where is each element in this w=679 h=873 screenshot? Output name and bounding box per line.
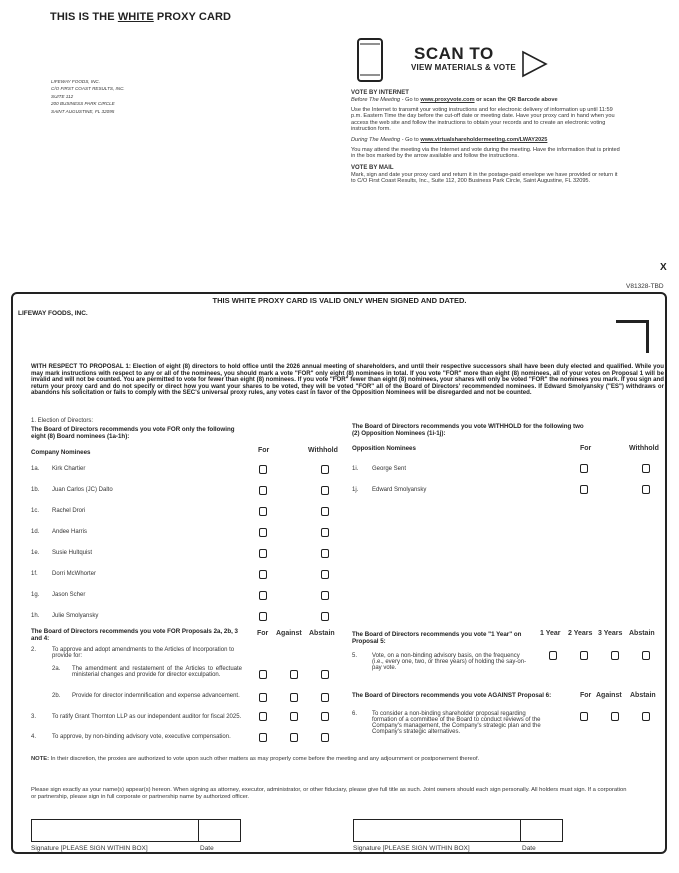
nominee-name: Andee Harris xyxy=(52,529,88,535)
nominee-1g-for-checkbox[interactable] xyxy=(259,591,267,600)
proposal-4-against-checkbox[interactable] xyxy=(290,733,298,742)
internet-voting: VOTE BY INTERNET Before The Meeting - Go to www.proxyvote.com or scan the QR Barcode above Use the Internet to transmit your voting instructions and for electronic delivery of information up until 11:59 p.m. Eastern Time the day before the cut-off date or meeting date. Have your proxy card in hand when you access the web site and follow the instructions to obtain your records and to create an electronic voting instruction form. During The Meeting - Go to www.virtualshareholdermeeting.com/LWAY2025 You may attend the meeting via the Internet and vote during the meeting. Have the information that is printed in the box marked by the arrow available and follow the instructions. VOTE BY MAIL Mark, sign and date your proxy card and return it in the postage-paid envelope we have provided or return it to C/O First Coast Results, Inc., Suite 112, 200 Business Park Circle, Saint Augustine, FL 32095. xyxy=(351,90,620,185)
year1-header: 1 Year xyxy=(540,630,561,637)
opp-nominee-name: Edward Smolyansky xyxy=(372,487,427,493)
nominee-number: 1h. xyxy=(31,613,40,619)
date-box-2[interactable] xyxy=(520,819,563,842)
nominee-number: 1e. xyxy=(31,550,40,556)
proxyvote-link[interactable]: www.proxyvote.com xyxy=(420,97,475,103)
proposals-recommendation: The Board of Directors recommends you vote FOR Proposals 2a, 2b, 3 and 4: xyxy=(31,628,238,642)
card-heading: THIS IS THE WHITE PROXY CARD xyxy=(50,11,232,23)
proposal-number: 2a. xyxy=(52,666,61,672)
for-header: For xyxy=(258,447,270,454)
proposal6-recommendation: The Board of Directors recommends you vote AGAINST Proposal 6: xyxy=(352,692,552,699)
nominee-1d-for-checkbox[interactable] xyxy=(259,528,267,537)
proposal-2b-abstain-checkbox[interactable] xyxy=(321,693,329,702)
return-address: LIFEWAY FOODS, INC. C/O FIRST COAST RESULTS, INC. SUITE 112 200 BUSINESS PARK CIRCLE SAINT AUGUSTINE, FL 32095 xyxy=(51,79,125,114)
proposal-3-against-checkbox[interactable] xyxy=(290,712,298,721)
company-nominees-header: Company Nominees xyxy=(31,449,91,456)
proposal-5-text: Vote, on a non-binding advisory basis, on the frequency (i.e., every one, two, or three years) of holding the say-on-pay vote. xyxy=(372,653,527,671)
proposal-number: 4. xyxy=(31,734,37,740)
proposal-5-3years-checkbox[interactable] xyxy=(611,651,619,660)
proposal5-recommendation: The Board of Directors recommends you vote "1 Year" on Proposal 5: xyxy=(352,631,522,645)
opp-nominee-number: 1i. xyxy=(352,466,359,472)
signature-box-2[interactable] xyxy=(353,819,521,842)
nominee-1f-withhold-checkbox[interactable] xyxy=(321,570,329,579)
date-label: Date xyxy=(200,845,214,852)
nominee-1b-withhold-checkbox[interactable] xyxy=(321,486,329,495)
nominee-1i-for-checkbox[interactable] xyxy=(580,464,588,473)
nominee-1e-withhold-checkbox[interactable] xyxy=(321,549,329,558)
proposal-2b-for-checkbox[interactable] xyxy=(259,693,267,702)
proposal-2a-for-checkbox[interactable] xyxy=(259,670,267,679)
company-name: LIFEWAY FOODS, INC. xyxy=(18,310,88,317)
nominee-1b-for-checkbox[interactable] xyxy=(259,486,267,495)
nominee-number: 1f. xyxy=(31,571,38,577)
proposal-3-abstain-checkbox[interactable] xyxy=(321,712,329,721)
nominee-number: 1c. xyxy=(31,508,40,514)
proposal-number: 3. xyxy=(31,714,37,720)
board-recommendation: The Board of Directors recommends you vote FOR only the following eight (8) Board nominees (1a-1h): xyxy=(31,426,235,440)
card-code: V81328-TBD xyxy=(626,283,664,290)
signature-label: Signature [PLEASE SIGN WITHIN BOX] xyxy=(353,845,470,852)
proposal-4-text: To approve, by non-binding advisory vote, executive compensation. xyxy=(52,734,231,740)
nominee-name: Rachel Drori xyxy=(52,508,86,514)
nominee-name: Julie Smolyansky xyxy=(52,613,99,619)
proposal-6-abstain-checkbox[interactable] xyxy=(642,712,650,721)
opposition-nominees-header: Opposition Nominees xyxy=(352,445,416,452)
withhold-header: Withhold xyxy=(308,447,338,454)
opp-nominee-number: 1j. xyxy=(352,487,359,493)
proposal-2a-text: The amendment and restatement of the Articles to effectuate ministerial changes and provide for director exculpation. xyxy=(72,666,242,678)
date-label: Date xyxy=(522,845,536,852)
nominee-1i-withhold-checkbox[interactable] xyxy=(642,464,650,473)
nominee-1f-for-checkbox[interactable] xyxy=(259,570,267,579)
prop-abstain-header: Abstain xyxy=(309,630,335,637)
nominee-1h-for-checkbox[interactable] xyxy=(259,612,267,621)
virtual-meeting-link[interactable]: www.virtualshareholdermeeting.com/LWAY2025 xyxy=(420,136,548,143)
nominee-1c-withhold-checkbox[interactable] xyxy=(321,507,329,516)
proposal-number: 2. xyxy=(31,647,37,653)
nominee-number: 1g. xyxy=(31,592,40,598)
nominee-number: 1a. xyxy=(31,466,40,472)
x-mark: X xyxy=(660,262,667,273)
opp-nominee-name: George Sent xyxy=(372,466,407,472)
nominee-1h-withhold-checkbox[interactable] xyxy=(321,612,329,621)
proposal-5-1year-checkbox[interactable] xyxy=(549,651,557,660)
p5-abstain-header: Abstain xyxy=(629,630,655,637)
opp-withhold-header: Withhold xyxy=(629,445,659,452)
proposal-2b-text: Provide for director indemnification and expense advancement. xyxy=(72,693,240,699)
proposal-5-2years-checkbox[interactable] xyxy=(580,651,588,660)
p6-for-header: For xyxy=(580,692,592,699)
signature-label: Signature [PLEASE SIGN WITHIN BOX] xyxy=(31,845,148,852)
p6-against-header: Against xyxy=(596,692,622,699)
proposal-6-text: To consider a non-binding shareholder proposal regarding formation of a committee of the Board to conduct reviews of the Company's management, the Company's strategic plan and the Company's strategic alternatives. xyxy=(372,711,541,735)
nominee-number: 1d. xyxy=(31,529,40,535)
signing-instructions: Please sign exactly as your name(s) appear(s) hereon. When signing as attorney, executor, administrator, or other fiduciary, please give full title as such. Joint owners should each sign personally. All holders must sign. If a corporation or partnership, please sign in full corporate or partnership name by authorized officer. xyxy=(31,787,627,800)
nominee-name: Jason Scher xyxy=(52,592,86,598)
p6-abstain-header: Abstain xyxy=(630,692,656,699)
nominee-name: Susie Hultquist xyxy=(52,550,93,556)
scan-banner: SCAN TO VIEW MATERIALS & VOTE xyxy=(411,44,516,72)
nominee-1a-for-checkbox[interactable] xyxy=(259,465,267,474)
opp-for-header: For xyxy=(580,445,592,452)
proposal-6-for-checkbox[interactable] xyxy=(580,712,588,721)
nominee-1j-withhold-checkbox[interactable] xyxy=(642,485,650,494)
proposal-4-abstain-checkbox[interactable] xyxy=(321,733,329,742)
corner-mark xyxy=(616,320,649,353)
year3-header: 3 Years xyxy=(598,630,623,637)
proposal-3-text: To ratify Grant Thornton LLP as our independent auditor for fiscal 2025. xyxy=(52,714,242,720)
proposal-number: 6. xyxy=(352,711,358,717)
signature-box-1[interactable] xyxy=(31,819,199,842)
proposal-3-for-checkbox[interactable] xyxy=(259,712,267,721)
proposal-4-for-checkbox[interactable] xyxy=(259,733,267,742)
proposal-number: 2b. xyxy=(52,693,61,699)
year2-header: 2 Years xyxy=(568,630,593,637)
nominee-1a-withhold-checkbox[interactable] xyxy=(321,465,329,474)
election-label: 1. Election of Directors: xyxy=(31,418,94,424)
nominee-name: Juan Carlos (JC) Dalto xyxy=(52,487,113,493)
nominee-name: Dorri McWhorter xyxy=(52,571,97,577)
card-title: THIS WHITE PROXY CARD IS VALID ONLY WHEN SIGNED AND DATED. xyxy=(212,296,467,305)
date-box-1[interactable] xyxy=(198,819,241,842)
nominee-1d-withhold-checkbox[interactable] xyxy=(321,528,329,537)
proposal-2b-against-checkbox[interactable] xyxy=(290,693,298,702)
arrow-icon xyxy=(519,50,549,78)
proposal-2a-against-checkbox[interactable] xyxy=(290,670,298,679)
opposition-recommendation: The Board of Directors recommends you vote WITHHOLD for the following two (2) Opposition Nominees (1i-1j): xyxy=(352,423,584,437)
nominee-number: 1b. xyxy=(31,487,40,493)
proposal-number: 5. xyxy=(352,653,358,659)
proposal-5-abstain-checkbox[interactable] xyxy=(642,651,650,660)
proposal-2-text: To approve and adopt amendments to the Articles of Incorporation to provide for: xyxy=(52,647,235,659)
prop-for-header: For xyxy=(257,630,269,637)
phone-icon xyxy=(357,38,383,82)
proposal1-text: WITH RESPECT TO PROPOSAL 1: Election of eight (8) directors to hold office until the 2026 annual meeting of shareholders, and until their respective successors shall have been duly elected and qualified. While you may mark instructions with respect to any or all of the nominees, you should mark a vote "FOR" only eight (8) nominees in total. If you vote "FOR" more than eight (8) nominees, all of your votes on Proposal 1 will be invalid and will not be counted. You are permitted to vote for fewer than eight (8) nominees. If you vote "FOR" fewer than eight (8) nominees, your shares will only be voted "FOR" the nominees you mark. If you sign and return your proxy card and do not specify or direct how you want your shares to be voted, they will be voted "FOR" all of the Board of Directors' recommended nominees. If Edward Smolyansky ("ES") withdraws or abandons his solicitation or fails to comply with the SEC's universal proxy rules, any votes cast in favor of the Opposition Nominees will be disregarded and not be counted. xyxy=(31,363,664,397)
nominee-1c-for-checkbox[interactable] xyxy=(259,507,267,516)
prop-against-header: Against xyxy=(276,630,302,637)
nominee-1e-for-checkbox[interactable] xyxy=(259,549,267,558)
nominee-1g-withhold-checkbox[interactable] xyxy=(321,591,329,600)
proposal-2a-abstain-checkbox[interactable] xyxy=(321,670,329,679)
nominee-name: Kirk Chartier xyxy=(52,466,86,472)
note: NOTE: In their discretion, the proxies are authorized to vote upon such other matters as may properly come before the meeting and any adjournment or postponement thereof. xyxy=(31,756,480,762)
proposal-6-against-checkbox[interactable] xyxy=(611,712,619,721)
nominee-1j-for-checkbox[interactable] xyxy=(580,485,588,494)
